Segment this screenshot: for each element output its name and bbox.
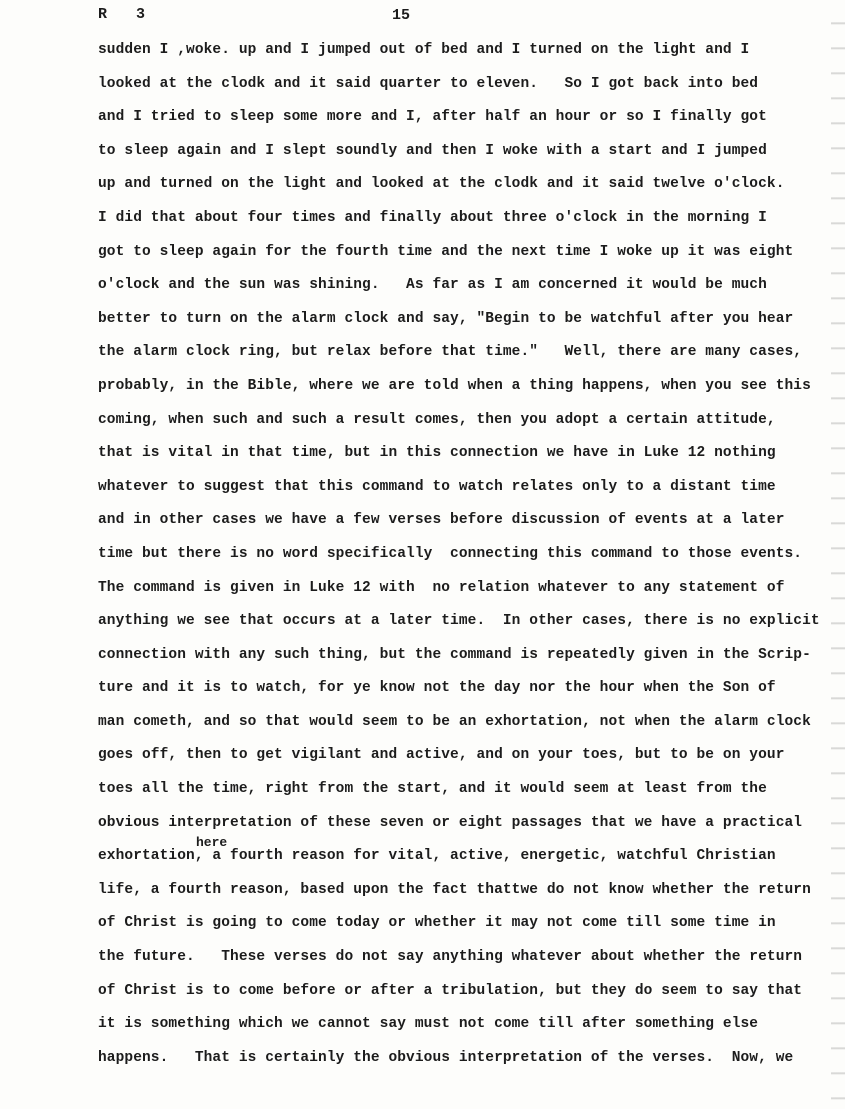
text-line: to sleep again and I slept soundly and then I woke with a start and I jumped xyxy=(98,142,767,159)
text-line: anything we see that occurs at a later time. In other cases, there is no explicit xyxy=(98,613,820,630)
text-line: whatever to suggest that this command to watch relates only to a distant time xyxy=(98,478,776,495)
text-line: coming, when such and such a result comes, then you adopt a certain attitude, xyxy=(98,411,776,428)
text-line: obvious interpretation of these seven or eight passages that we have a practical xyxy=(98,814,803,831)
text-line: life, a fourth reason, based upon the fact thattwe do not know whether the return xyxy=(98,881,811,898)
text-line: time but there is no word specifically connecting this command to those events. xyxy=(98,545,803,562)
text-line: got to sleep again for the fourth time and the next time I woke up it was eight xyxy=(98,243,794,260)
text-line: the alarm clock ring, but relax before that time." Well, there are many cases, xyxy=(98,344,803,361)
text-line: of Christ is to come before or after a tribulation, but they do seem to say that xyxy=(98,982,803,999)
text-line: it is something which we cannot say must not come till after something else xyxy=(98,1016,759,1033)
text-line: sudden I ,woke. up and I jumped out of bed and I turned on the light and I xyxy=(98,42,750,58)
text-line: connection with any such thing, but the command is repeatedly given in the Scrip- xyxy=(98,646,811,663)
text-line: looked at the clodk and it said quarter to eleven. So I got back into bed xyxy=(98,75,759,92)
text-line: man cometh, and so that would seem to be an exhortation, not when the alarm clock xyxy=(98,713,811,730)
text-line: I did that about four times and finally about three o'clock in the morning I xyxy=(98,209,767,226)
text-line: better to turn on the alarm clock and say, "Begin to be watchful after you hear xyxy=(98,310,794,327)
body-text xyxy=(98,38,820,1079)
text-line: goes off, then to get vigilant and active, and on your toes, but to be on your xyxy=(98,747,785,764)
text-line: that is vital in that time, but in this connection we have in Luke 12 nothing xyxy=(98,445,776,462)
text-line: probably, in the Bible, where we are told when a thing happens, when you see this xyxy=(98,377,811,394)
text-line: happens. That is certainly the obvious interpretation of the verses. Now, we xyxy=(98,1049,794,1066)
text-line: of Christ is going to come today or whether it may not come till some time in xyxy=(98,915,776,932)
text-line: o'clock and the sun was shining. As far as I am concerned it would be much xyxy=(98,277,767,294)
text-line: and I tried to sleep some more and I, after half an hour or so I finally got xyxy=(98,109,767,126)
scan-edge-noise xyxy=(831,0,845,1109)
text-line: The command is given in Luke 12 with no relation whatever to any statement of xyxy=(98,579,785,596)
text-line: ture and it is to watch, for ye know not the day nor the hour when the Son of xyxy=(98,680,776,697)
text-line: the future. These verses do not say anything whatever about whether the return xyxy=(98,949,803,966)
page-number: 15 xyxy=(392,7,411,24)
handwritten-insert: here xyxy=(196,835,228,850)
page-reference: R 3 xyxy=(98,6,146,23)
text-line: and in other cases we have a few verses before discussion of events at a later xyxy=(98,512,785,529)
text-line: exhortation, a fourth reason for vital, active, energetic, watchful Christian xyxy=(98,848,776,865)
text-line: toes all the time, right from the start, and it would seem at least from the xyxy=(98,781,767,798)
text-line: up and turned on the light and looked at the clodk and it said twelve o'clock. xyxy=(98,176,785,193)
